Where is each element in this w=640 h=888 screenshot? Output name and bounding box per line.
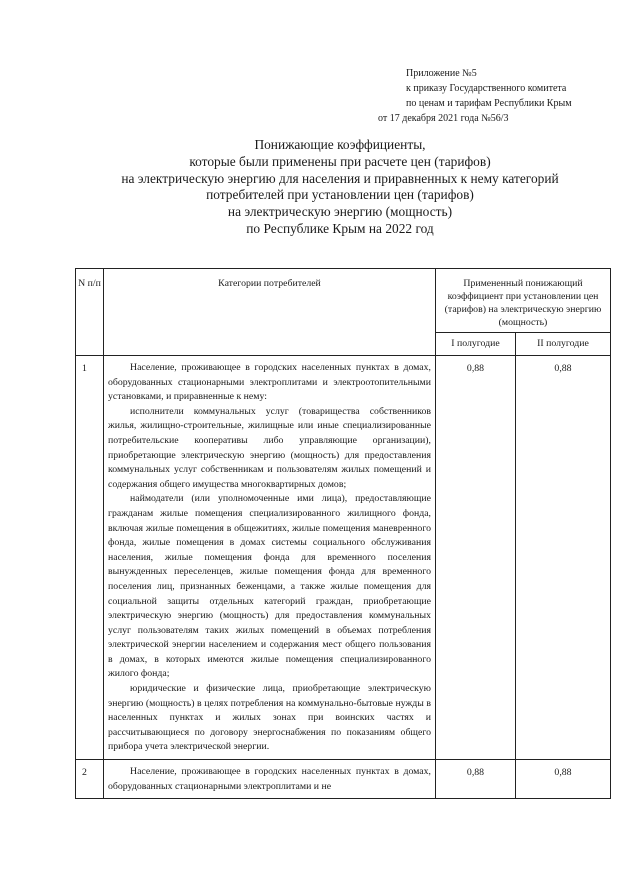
title-line: которые были применены при расчете цен (тарифов) — [189, 153, 491, 169]
header-category: Категории потребителей — [104, 269, 436, 356]
row-number: 2 — [76, 760, 104, 799]
row-category — [104, 356, 436, 760]
appendix-committee-line: по ценам и тарифам Республики Крым — [406, 98, 572, 109]
category-paragraph: юридические и физические лица, приобретающие электрическую энергию (мощность) в целях потребления на коммунально-бытовые нужды в населенных пунктах и жилых зонах при воинских частях и рассчитывающиеся по договору энергоснабжения по показаниям общего прибора учета электрической энергии. — [108, 683, 431, 753]
table-row — [76, 760, 611, 799]
row-first-half-value: 0,88 — [436, 760, 516, 799]
header-coefficient: Примененный понижающий коэффициент при установлении цен (тарифов) на электрическую энергию (мощность) — [436, 269, 611, 333]
title-line: на электрическую энергию (мощность) — [227, 204, 453, 220]
category-paragraph: исполнители коммунальных услуг (товарищества собственников жилья, жилищно-строительные, жилищные или иные специализированные потребительские кооперативы либо управляющие организации), приобретающие электрическую энергию (мощность) для предоставления коммунальных услуг собственникам и пользователям жилых помещений и содержания общего имущества многоквартирных домов; — [108, 405, 431, 490]
title-line: по Республике Крым на 2022 год — [246, 220, 434, 236]
title-line: Понижающие коэффициенты, — [254, 137, 426, 152]
header-first-half: I полугодие — [436, 333, 516, 356]
category-paragraph: Население, проживающее в городских населенных пунктах в домах, оборудованных стационарными электроплитами и не — [108, 766, 431, 792]
document-title — [60, 137, 620, 238]
row-first-half-value: 0,88 — [436, 356, 516, 760]
appendix-reference — [378, 66, 572, 126]
row-second-half-value: 0,88 — [516, 356, 611, 760]
appendix-number: Приложение №5 — [406, 68, 477, 79]
header-number: N п/п — [76, 269, 104, 356]
row-number: 1 — [76, 356, 104, 760]
category-paragraph: наймодатели (или уполномоченные ими лица), предоставляющие гражданам жилые помещения специализированного жилищного фонда, включая жилые помещения в общежитиях, жилые помещения маневренного фонда, жилые помещения в домах системы социального обслуживания населения, жилые помещения фонда для временного поселения вынужденных переселенцев, жилые помещения фонда для временного поселения лиц, признанных беженцами, а также жилые помещения для социальной защиты отдельных категорий граждан, приобретающие электрическую энергию (мощность) для предоставления коммунальных услуг пользователям таких жилых помещений в объемах потребления электрической энергии населением и содержания мест общего пользования в домах, в которых имеются жилые помещения специализированного жилого фонда; — [108, 493, 431, 680]
appendix-order-line: к приказу Государственного комитета — [406, 83, 567, 94]
coefficients-table — [75, 268, 611, 799]
header-second-half: II полугодие — [516, 333, 611, 356]
title-line: на электрическую энергию для населения и приравненных к нему категорий — [121, 170, 559, 186]
category-paragraph: Население, проживающее в городских населенных пунктах в домах, оборудованных стационарными электроплитами и электроотопительными установками, и приравненные к нему: — [108, 362, 431, 403]
table-row — [76, 356, 611, 760]
appendix-date-line: от 17 декабря 2021 года №56/3 — [378, 113, 509, 124]
row-second-half-value: 0,88 — [516, 760, 611, 799]
row-category — [104, 760, 436, 799]
title-line: потребителей при установлении цен (тарифов) — [206, 187, 474, 203]
